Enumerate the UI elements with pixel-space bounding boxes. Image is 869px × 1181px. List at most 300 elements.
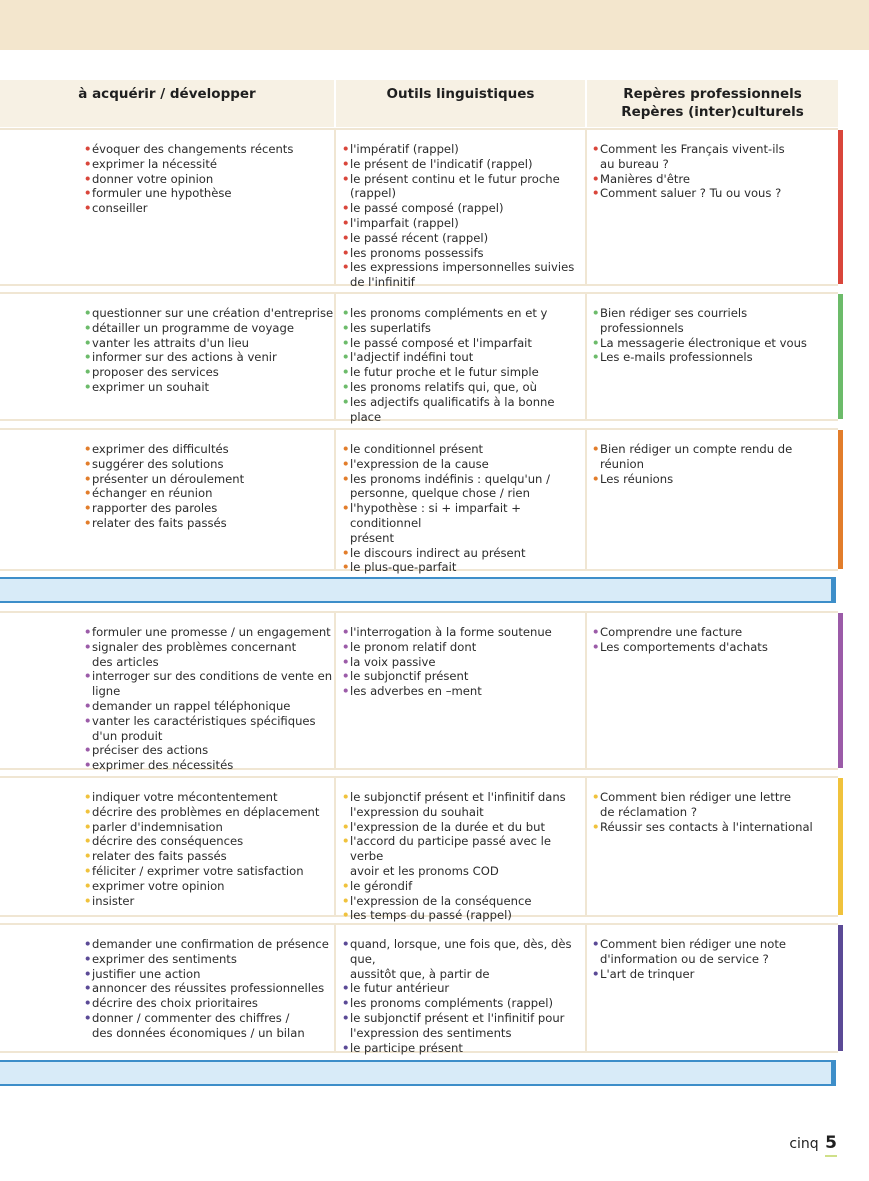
bullet-icon: •	[84, 966, 92, 981]
list-item	[84, 201, 334, 216]
list-item	[84, 457, 334, 472]
bullet-icon: •	[342, 790, 350, 804]
list-item-text: les pronoms indéfinis : quelqu'un / personne, quelque chose / rien	[350, 471, 550, 501]
list-item	[84, 142, 334, 157]
list-item	[342, 684, 584, 699]
bullet-icon: •	[84, 486, 92, 501]
list-item-text: le passé composé et l'imparfait	[350, 335, 532, 350]
list-item	[84, 516, 334, 531]
bullet-icon: •	[592, 471, 600, 486]
list-item	[592, 142, 828, 172]
bullet-icon: •	[342, 560, 350, 575]
bullet-icon: •	[592, 639, 600, 654]
bullet-icon: •	[342, 893, 350, 908]
list-item	[592, 186, 828, 201]
unit-color-bar	[838, 778, 843, 915]
list-item-text: le plus-que-parfait	[350, 560, 457, 575]
bullet-icon: •	[592, 625, 600, 639]
list-item-text: évoquer des changements récents	[92, 142, 294, 156]
bullet-icon: •	[84, 171, 92, 186]
bullet-icon: •	[84, 863, 92, 878]
list-item	[342, 380, 584, 395]
bullet-icon: •	[84, 456, 92, 471]
list-item	[342, 306, 584, 321]
bullet-icon: •	[592, 142, 600, 156]
bullet-icon: •	[84, 320, 92, 335]
list-item-text: demander une confirmation de présence	[92, 937, 329, 951]
column-divider	[585, 294, 587, 419]
list-item-text: exprimer un souhait	[92, 379, 210, 394]
list-item	[84, 820, 334, 835]
bullet-icon: •	[84, 669, 92, 684]
bullet-icon: •	[592, 966, 600, 981]
list-item-text: les adverbes en –ment	[350, 684, 482, 699]
list-item	[342, 996, 584, 1011]
page-number-underline	[825, 1155, 837, 1157]
list-item-text: rapporter des paroles	[92, 501, 218, 516]
list-item-text: relater des faits passés	[92, 849, 227, 864]
bullet-icon: •	[342, 1010, 350, 1025]
list-item-text: l'adjectif indéfini tout	[350, 350, 474, 365]
bullet-icon: •	[342, 996, 350, 1011]
list-item	[84, 306, 334, 321]
bullet-icon: •	[84, 1010, 92, 1025]
column-divider	[334, 130, 336, 284]
list-item	[592, 640, 828, 655]
list-item-text: l'hypothèse : si + imparfait + conditionnel présent	[350, 501, 521, 545]
list-item-text: vanter les caractéristiques spécifiques d'un produit	[92, 713, 316, 743]
list-item-text: les pronoms compléments en et y	[350, 306, 548, 320]
list-item-text: justifier une action	[92, 966, 201, 981]
review-band-2	[0, 1060, 836, 1086]
list-item	[592, 442, 828, 472]
list-item	[342, 231, 584, 246]
bullet-icon: •	[342, 981, 350, 996]
bullet-icon: •	[342, 819, 350, 834]
list-item	[84, 336, 334, 351]
list-item-text: Manières d'être	[600, 171, 691, 186]
list-item	[84, 849, 334, 864]
bullet-icon: •	[84, 515, 92, 530]
list-item-text: le futur proche et le futur simple	[350, 365, 539, 380]
list-item-text: le présent de l'indicatif (rappel)	[350, 156, 533, 171]
list-item-text: donner votre opinion	[92, 171, 214, 186]
list-item-text: L'art de trinquer	[600, 966, 695, 981]
reperes-list	[592, 442, 828, 486]
list-item	[342, 442, 584, 457]
bullet-icon: •	[84, 834, 92, 849]
list-item-text: le passé récent (rappel)	[350, 230, 489, 245]
page-number-digit: 5	[825, 1133, 837, 1153]
unit-block	[0, 128, 838, 290]
list-item-text: relater des faits passés	[92, 515, 227, 530]
unit-block	[0, 428, 838, 575]
list-item-text: Comment saluer ? Tu ou vous ?	[600, 186, 782, 201]
list-item-text: demander un rappel téléphonique	[92, 698, 291, 713]
list-item-text: le subjonctif présent et l'infinitif pour l'expression des sentiments	[350, 1010, 565, 1040]
competences-list	[84, 937, 334, 1041]
bullet-icon: •	[342, 156, 350, 171]
list-item-text: signaler des problèmes concernant des articles	[92, 639, 297, 669]
unit-block	[0, 611, 838, 773]
list-item	[592, 625, 828, 640]
bullet-icon: •	[592, 171, 600, 186]
list-item-text: exprimer votre opinion	[92, 878, 225, 893]
column-divider	[585, 430, 587, 569]
bullet-icon: •	[342, 320, 350, 335]
list-item	[592, 472, 828, 487]
outils-list	[342, 306, 584, 424]
header-reperes-line1: Repères professionnels	[623, 86, 802, 102]
bullet-icon: •	[84, 501, 92, 516]
column-divider	[585, 925, 587, 1051]
page-number-word: cinq	[789, 1136, 819, 1152]
list-item	[342, 365, 584, 380]
list-item	[84, 186, 334, 201]
list-item	[342, 546, 584, 561]
outils-list	[342, 790, 584, 923]
list-item	[342, 501, 584, 545]
bullet-icon: •	[592, 819, 600, 834]
column-divider	[585, 778, 587, 915]
list-item-text: Réussir ses contacts à l'international	[600, 819, 813, 834]
bullet-icon: •	[342, 260, 350, 275]
top-color-band	[0, 0, 869, 50]
list-item	[84, 172, 334, 187]
bullet-icon: •	[342, 394, 350, 409]
list-item-text: indiquer votre mécontentement	[92, 790, 278, 804]
outils-list	[342, 142, 584, 290]
header-outils	[336, 80, 585, 127]
list-item-text: les expressions impersonnelles suivies de l'infinitif	[350, 260, 575, 290]
list-item	[342, 1011, 584, 1041]
bullet-icon: •	[84, 758, 92, 773]
list-item	[342, 790, 584, 820]
bullet-icon: •	[342, 639, 350, 654]
list-item-text: insister	[92, 893, 135, 908]
list-item-text: exprimer la nécessité	[92, 156, 217, 171]
competences-list	[84, 625, 334, 773]
list-item	[84, 981, 334, 996]
outils-list	[342, 625, 584, 699]
competences-list	[84, 142, 334, 216]
unit-block	[0, 776, 838, 923]
list-item-text: la voix passive	[350, 654, 436, 669]
list-item-text: exprimer des sentiments	[92, 951, 237, 966]
list-item	[592, 172, 828, 187]
list-item	[84, 365, 334, 380]
list-item-text: le discours indirect au présent	[350, 545, 526, 560]
list-item	[592, 336, 828, 351]
list-item	[84, 714, 334, 744]
bullet-icon: •	[342, 306, 350, 320]
bullet-icon: •	[84, 937, 92, 951]
bullet-icon: •	[84, 142, 92, 156]
reperes-list	[592, 625, 828, 655]
bullet-icon: •	[84, 893, 92, 908]
bullet-icon: •	[592, 306, 600, 320]
bullet-icon: •	[84, 698, 92, 713]
bullet-icon: •	[84, 201, 92, 216]
list-item	[84, 758, 334, 773]
list-item-text: Bien rédiger ses courriels professionnels	[600, 306, 748, 335]
competences-list	[84, 306, 334, 395]
bullet-icon: •	[84, 156, 92, 171]
list-item-text: décrire des conséquences	[92, 834, 244, 849]
list-item	[342, 172, 584, 202]
bullet-icon: •	[84, 819, 92, 834]
header-competences-label: à acquérir / développer	[78, 86, 256, 102]
list-item-text: le présent continu et le futur proche (rappel)	[350, 171, 560, 201]
list-item	[84, 669, 334, 699]
list-item	[84, 350, 334, 365]
page-number	[789, 1133, 837, 1153]
list-item-text: détailler un programme de voyage	[92, 320, 294, 335]
bullet-icon: •	[84, 365, 92, 380]
bullet-icon: •	[342, 684, 350, 699]
bullet-icon: •	[84, 335, 92, 350]
list-item-text: l'expression de la cause	[350, 456, 489, 471]
outils-list	[342, 937, 584, 1055]
unit-color-bar	[838, 613, 843, 768]
list-item-text: le futur antérieur	[350, 981, 450, 996]
list-item-text: conseiller	[92, 201, 148, 216]
list-item	[84, 879, 334, 894]
list-item-text: préciser des actions	[92, 743, 209, 758]
column-divider	[334, 430, 336, 569]
list-item-text: l'expression de la conséquence	[350, 893, 532, 908]
list-item	[342, 879, 584, 894]
list-item	[342, 1041, 584, 1056]
list-item-text: le participe présent	[350, 1040, 463, 1055]
list-item-text: les pronoms compléments (rappel)	[350, 996, 554, 1011]
header-reperes-line2: Repères (inter)culturels	[621, 104, 804, 120]
list-item	[342, 457, 584, 472]
list-item-text: Comment bien rédiger une lettre de réclamation ?	[600, 790, 792, 819]
list-item-text: quand, lorsque, une fois que, dès, dès que, aussitôt que, à partir de	[350, 937, 572, 981]
list-item-text: l'accord du participe passé avec le verbe avoir et les pronoms COD	[350, 834, 551, 878]
list-item-text: les pronoms relatifs qui, que, où	[350, 379, 537, 394]
list-item-text: annoncer des réussites professionnelles	[92, 981, 325, 996]
list-item	[342, 560, 584, 575]
bullet-icon: •	[84, 849, 92, 864]
unit-color-bar	[838, 130, 843, 284]
list-item	[592, 937, 828, 967]
list-item	[84, 442, 334, 457]
list-item	[342, 669, 584, 684]
list-item	[592, 306, 828, 336]
bullet-icon: •	[592, 335, 600, 350]
header-reperes	[587, 80, 838, 127]
list-item	[342, 350, 584, 365]
bullet-icon: •	[84, 878, 92, 893]
bullet-icon: •	[342, 456, 350, 471]
column-divider	[334, 613, 336, 768]
list-item-text: vanter les attraits d'un lieu	[92, 335, 249, 350]
list-item-text: exprimer des difficultés	[92, 442, 229, 456]
list-item-text: décrire des choix prioritaires	[92, 996, 258, 1011]
list-item	[342, 201, 584, 216]
header-competences	[0, 80, 334, 127]
list-item	[342, 625, 584, 640]
bullet-icon: •	[342, 245, 350, 260]
column-divider	[585, 130, 587, 284]
bullet-icon: •	[342, 215, 350, 230]
list-item	[342, 472, 584, 502]
list-item	[84, 625, 334, 640]
list-item-text: les adjectifs qualificatifs à la bonne place	[350, 394, 555, 424]
list-item-text: décrire des problèmes en déplacement	[92, 804, 320, 819]
list-item	[592, 790, 828, 820]
list-item	[84, 894, 334, 909]
list-item-text: les temps du passé (rappel)	[350, 908, 512, 923]
list-item-text: le subjonctif présent et l'infinitif dans l'expression du souhait	[350, 790, 566, 819]
bullet-icon: •	[342, 142, 350, 156]
competences-list	[84, 442, 334, 531]
reperes-list	[592, 306, 828, 365]
list-item-text: Les e-mails professionnels	[600, 350, 753, 365]
reperes-list	[592, 790, 828, 834]
list-item-text: l'expression de la durée et du but	[350, 819, 545, 834]
list-item-text: proposer des services	[92, 365, 219, 380]
bullet-icon: •	[342, 501, 350, 516]
list-item-text: La messagerie électronique et vous	[600, 335, 807, 350]
list-item-text: Comment les Français vivent-ils au bureau ?	[600, 142, 785, 171]
bullet-icon: •	[342, 878, 350, 893]
bullet-icon: •	[84, 186, 92, 201]
list-item-text: féliciter / exprimer votre satisfaction	[92, 863, 304, 878]
bullet-icon: •	[342, 350, 350, 365]
bullet-icon: •	[84, 379, 92, 394]
list-item-text: le gérondif	[350, 878, 413, 893]
bullet-icon: •	[342, 937, 350, 951]
list-item	[342, 336, 584, 351]
list-item-text: le subjonctif présent	[350, 669, 469, 684]
bullet-icon: •	[342, 669, 350, 684]
list-item	[342, 395, 584, 425]
unit-color-bar	[838, 294, 843, 419]
list-item	[342, 260, 584, 290]
list-item	[84, 501, 334, 516]
unit-block	[0, 292, 838, 424]
competences-list	[84, 790, 334, 908]
bullet-icon: •	[84, 713, 92, 728]
list-item-text: les pronoms possessifs	[350, 245, 484, 260]
bullet-icon: •	[342, 201, 350, 216]
bullet-icon: •	[84, 981, 92, 996]
column-divider	[334, 925, 336, 1051]
bullet-icon: •	[84, 639, 92, 654]
column-divider	[585, 613, 587, 768]
bullet-icon: •	[84, 951, 92, 966]
list-item-text: suggérer des solutions	[92, 456, 224, 471]
list-item-text: l'imparfait (rappel)	[350, 215, 459, 230]
list-item	[342, 820, 584, 835]
bullet-icon: •	[342, 335, 350, 350]
list-item	[342, 981, 584, 996]
bullet-icon: •	[342, 230, 350, 245]
bullet-icon: •	[342, 1040, 350, 1055]
bullet-icon: •	[84, 790, 92, 804]
bullet-icon: •	[342, 379, 350, 394]
bullet-icon: •	[342, 625, 350, 639]
unit-color-bar	[838, 925, 843, 1051]
bullet-icon: •	[342, 834, 350, 849]
list-item	[84, 699, 334, 714]
list-item	[342, 142, 584, 157]
list-item	[84, 834, 334, 849]
list-item	[84, 952, 334, 967]
list-item-text: parler d'indemnisation	[92, 819, 223, 834]
list-item	[84, 743, 334, 758]
list-item-text: interroger sur des conditions de vente en ligne	[92, 669, 333, 699]
list-item-text: le conditionnel présent	[350, 442, 484, 456]
list-item	[84, 790, 334, 805]
bullet-icon: •	[592, 790, 600, 804]
header-outils-label: Outils linguistiques	[386, 86, 535, 102]
list-item	[342, 937, 584, 981]
bullet-icon: •	[592, 186, 600, 201]
list-item	[84, 967, 334, 982]
bullet-icon: •	[592, 350, 600, 365]
list-item	[342, 640, 584, 655]
reperes-list	[592, 142, 828, 201]
list-item	[84, 996, 334, 1011]
list-item	[342, 157, 584, 172]
list-item	[84, 1011, 334, 1041]
bullet-icon: •	[342, 471, 350, 486]
list-item-text: Les réunions	[600, 471, 674, 486]
bullet-icon: •	[592, 442, 600, 456]
list-item-text: questionner sur une création d'entreprise	[92, 306, 334, 320]
list-item	[84, 486, 334, 501]
list-item	[342, 894, 584, 909]
list-item	[84, 864, 334, 879]
bullet-icon: •	[342, 171, 350, 186]
bullet-icon: •	[342, 365, 350, 380]
list-item-text: le passé composé (rappel)	[350, 201, 504, 216]
list-item	[84, 472, 334, 487]
list-item	[84, 640, 334, 670]
list-item	[84, 937, 334, 952]
list-item-text: exprimer des nécessités	[92, 758, 234, 773]
unit-block	[0, 923, 838, 1053]
bullet-icon: •	[84, 306, 92, 320]
list-item-text: le pronom relatif dont	[350, 639, 477, 654]
list-item-text: formuler une hypothèse	[92, 186, 232, 201]
list-item	[84, 321, 334, 336]
bullet-icon: •	[592, 937, 600, 951]
list-item	[84, 380, 334, 395]
bullet-icon: •	[84, 350, 92, 365]
list-item	[342, 834, 584, 878]
reperes-list	[592, 937, 828, 981]
outils-list	[342, 442, 584, 575]
bullet-icon: •	[84, 442, 92, 456]
unit-color-bar	[838, 430, 843, 569]
list-item	[342, 655, 584, 670]
list-item	[592, 350, 828, 365]
bullet-icon: •	[342, 908, 350, 923]
column-divider	[334, 778, 336, 915]
list-item-text: Bien rédiger un compte rendu de réunion	[600, 442, 793, 471]
list-item-text: Comprendre une facture	[600, 625, 743, 639]
list-item	[592, 820, 828, 835]
list-item	[342, 216, 584, 231]
list-item-text: échanger en réunion	[92, 486, 213, 501]
bullet-icon: •	[84, 996, 92, 1011]
bullet-icon: •	[342, 545, 350, 560]
